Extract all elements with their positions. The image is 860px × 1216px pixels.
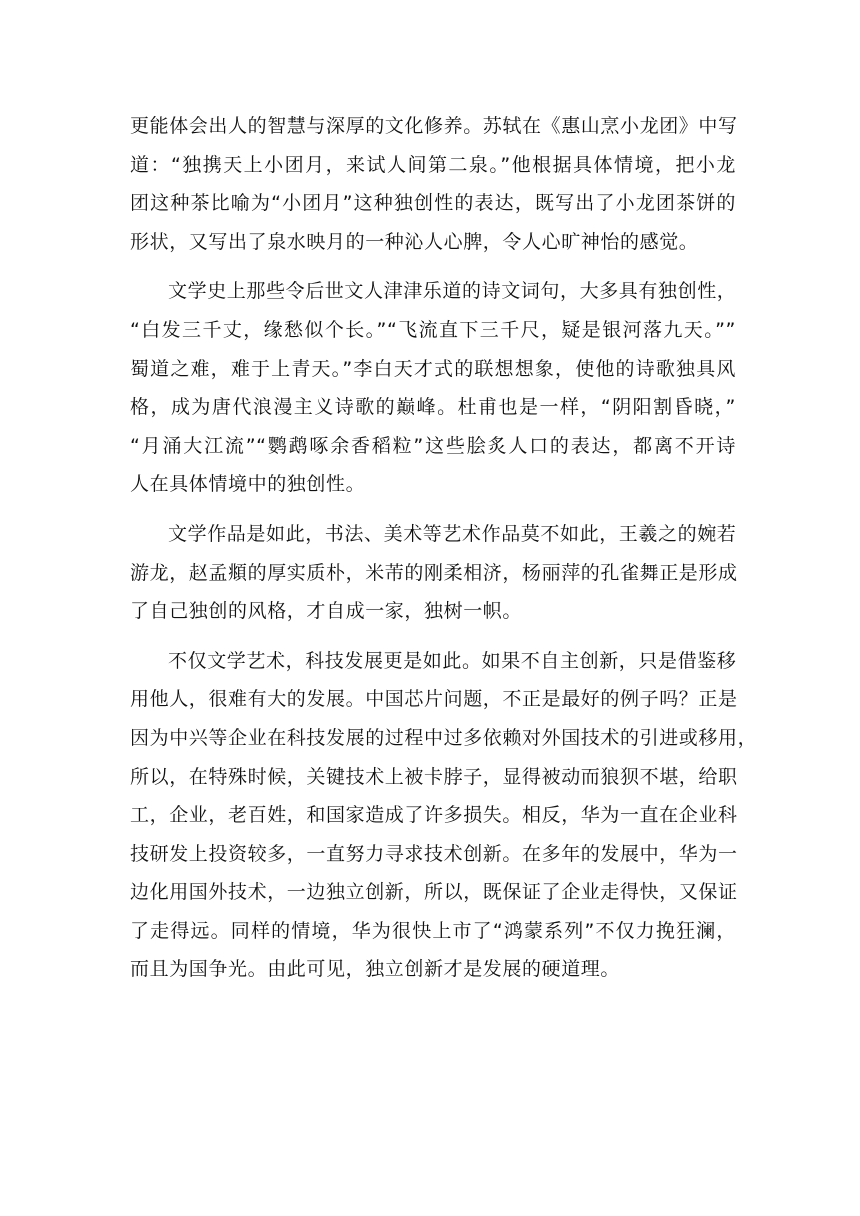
paragraph-technology bbox=[130, 642, 758, 989]
text-line: 所以，在特殊时候，关键技术上被卡脖子，显得被动而狼狈不堪，给职 bbox=[130, 765, 738, 788]
text-line: 更能体会出人的智慧与深厚的文化修养。苏轼在《惠山烹小龙团》中写 bbox=[130, 115, 738, 137]
text-line: 蜀道之难，难于上青天。”李白天才式的联想想象，使他的诗歌独具风 bbox=[130, 357, 736, 380]
paragraph-literary-history bbox=[130, 272, 736, 504]
text-line: “白发三千丈，缘愁似个长。”“飞流直下三千尺，疑是银河落九天。”” bbox=[130, 318, 736, 341]
paragraph-calligraphy-art bbox=[130, 515, 736, 631]
text-line: 因为中兴等企业在科技发展的过程中过多依赖对外国技术的引进或移用， bbox=[130, 726, 758, 749]
text-line: 了自己独创的风格，才自成一家，独树一帜。 bbox=[130, 600, 523, 623]
text-line: 了走得远。同样的情境，华为很快上市了“鸿蒙系列”不仅力挽狂澜， bbox=[130, 919, 736, 942]
text-line: 道：“独携天上小团月，来试人间第二泉。”他根据具体情境，把小龙 bbox=[130, 153, 736, 176]
text-line: 工，企业，老百姓，和国家造成了许多损失。相反，华为一直在企业科 bbox=[130, 804, 738, 827]
text-line: 形状，又写出了泉水映月的一种沁人心脾，令人心旷神怡的感觉。 bbox=[130, 230, 699, 253]
text-line: 技研发上投资较多，一直努力寻求技术创新。在多年的发展中，华为一 bbox=[130, 842, 738, 865]
text-line: 团这种茶比喻为“小团月”这种独创性的表达，既写出了小龙团茶饼的 bbox=[130, 192, 736, 215]
text-line: “月涌大江流”“鹦鹉啄余香稻粒”这些脍炙人口的表达，都离不开诗 bbox=[130, 434, 736, 457]
paragraph-su-shi bbox=[130, 107, 736, 261]
text-line: 不仅文学艺术，科技发展更是如此。如果不自主创新，只是借鉴移 bbox=[168, 649, 737, 672]
text-line: 文学史上那些令后世文人津津乐道的诗文词句，大多具有独创性， bbox=[168, 280, 737, 303]
text-line: 用他人，很难有大的发展。中国芯片问题，不正是最好的例子吗？正是 bbox=[130, 688, 738, 711]
text-line: 格，成为唐代浪漫主义诗歌的巅峰。杜甫也是一样，“阴阳割昏晓，” bbox=[130, 396, 736, 419]
text-line: 人在具体情境中的独创性。 bbox=[130, 473, 366, 496]
text-line: 边化用国外技术，一边独立创新，所以，既保证了企业走得快，又保证 bbox=[130, 881, 738, 904]
text-line: 文学作品是如此，书法、美术等艺术作品莫不如此，王羲之的婉若 bbox=[168, 522, 737, 545]
document-page bbox=[130, 107, 758, 1000]
text-line: 游龙，赵孟頫的厚实质朴，米芾的刚柔相济，杨丽萍的孔雀舞正是形成 bbox=[130, 561, 738, 584]
text-line: 而且为国争光。由此可见，独立创新才是发展的硬道理。 bbox=[130, 958, 621, 981]
